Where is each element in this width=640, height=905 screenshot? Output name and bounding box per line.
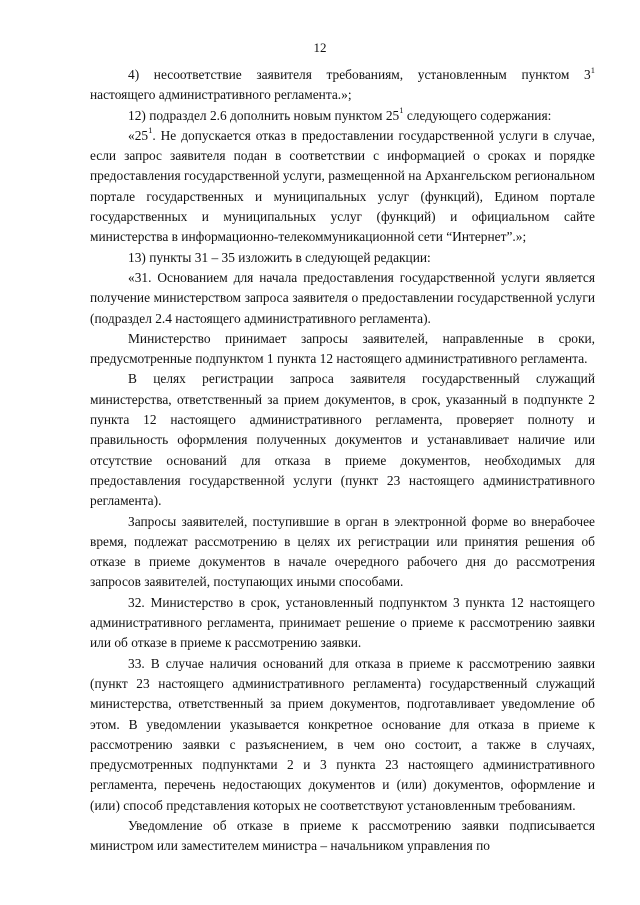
paragraph: 33. В случае наличия оснований для отказа в приеме к рассмотрению заявки (пункт 23 настоящего административного регламента) государственный служащий министерства, ответственный за прием документов, подготавливает уведомление об этом. В уведомлении указывается конкретное основание для отказа в приеме к рассмотрению заявки с разъяснением, в чем оно состоит, а также в случаях, предусмотренных подпунктами 2 и 3 пункта 23 настоящего административного регламента, перечень недостающих документов и (или) документов, оформление и (или) способ представления которых не соответствуют установленным требованиям.	[90, 655, 595, 813]
paragraph: Запросы заявителей, поступившие в орган в электронной форме во внерабочее время, подлежат рассмотрению в целях их регистрации или принятия решения об отказе в приеме документов в начале очередного рабочего дня до рассмотрения запросов заявителей, поступающих иными способами.	[90, 513, 595, 590]
paragraph: 12) подраздел 2.6 дополнить новым пунктом $25^1$ следующего содержания:	[128, 105, 552, 123]
paragraph: 13) пункты 31 – 35 изложить в следующей редакции:	[128, 249, 431, 265]
paragraph: «$25^1$. Не допускается отказ в предоставлении государственной услуги в случае, если запрос заявителя подан в соответствии с информацией о сроках и порядке предоставления государственной услуги, размещенной на Архангельском региональном портале государственных и муниципальных услуг (функций), Едином портале государственных и муниципальных услуг (функций) и официальном сайте министерства в информационно-телекоммуникационной сети “Интернет”.»;	[90, 125, 595, 245]
paragraph: Министерство принимает запросы заявителей, направленные в сроки, предусмотренные подпунктом 1 пункта 12 настоящего административного регламента.	[90, 330, 595, 367]
document-body	[90, 65, 595, 857]
paragraph: В целях регистрации запроса заявителя государственный служащий министерства, ответственный за прием документов, в срок, указанный в подпункте 2 пункта 12 настоящего административного регламента, проверяет полноту и правильность оформления полученных документов и устанавливает наличие или отсутствие оснований для отказа в приеме документов, необходимых для предоставления государственной услуги (пункт 23 настоящего административного регламента).	[90, 371, 595, 509]
paragraph: «31. Основанием для начала предоставления государственной услуги является получение министерством запроса заявителя о предоставлении государственной услуги (подраздел 2.4 настоящего административного регламента).	[90, 269, 595, 326]
page-number: 12	[313, 40, 327, 55]
paragraph: Уведомление об отказе в приеме к рассмотрению заявки подписывается министром или заместителем министра – начальником управления по	[90, 817, 595, 854]
paragraph: 4) несоответствие заявителя требованиям, установленным пунктом $3^1$ настоящего административного регламента.»;	[90, 64, 595, 103]
paragraph: 32. Министерство в срок, установленный подпунктом 3 пункта 12 настоящего административного регламента, принимает решение о приеме к рассмотрению заявки или об отказе в приеме к рассмотрению заявки.	[90, 594, 595, 651]
